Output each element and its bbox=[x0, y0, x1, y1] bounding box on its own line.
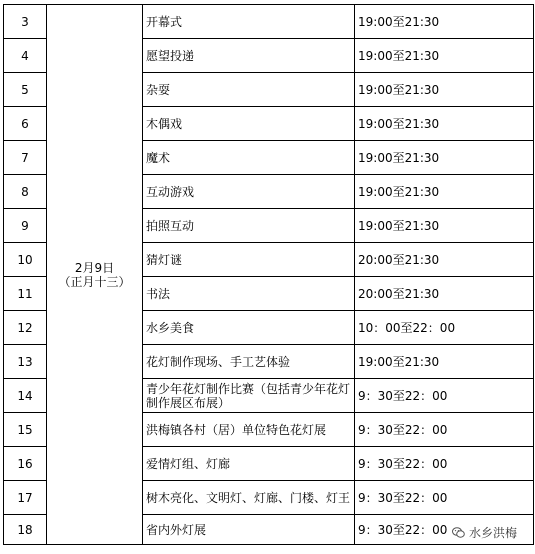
event-time: 20:00至21:30 bbox=[355, 243, 534, 277]
watermark-text: 水乡洪梅 bbox=[469, 526, 518, 540]
row-number: 15 bbox=[4, 413, 47, 447]
table-row bbox=[4, 5, 534, 39]
event-time: 10：00至22：00 bbox=[355, 311, 534, 345]
event-time: 9：30至22：00 bbox=[355, 379, 534, 413]
event-time: 19:00至21:30 bbox=[355, 209, 534, 243]
event-time: 9：30至22：00 bbox=[355, 515, 534, 545]
row-number: 12 bbox=[4, 311, 47, 345]
event-name: 愿望投递 bbox=[143, 39, 355, 73]
row-number: 6 bbox=[4, 107, 47, 141]
event-name: 杂耍 bbox=[143, 73, 355, 107]
schedule-table bbox=[3, 4, 534, 545]
row-number: 11 bbox=[4, 277, 47, 311]
event-name: 魔术 bbox=[143, 141, 355, 175]
event-time: 19:00至21:30 bbox=[355, 107, 534, 141]
date-text: 2月9日 bbox=[74, 260, 115, 275]
lunar-date-text: （正月十三） bbox=[58, 274, 131, 289]
row-number: 10 bbox=[4, 243, 47, 277]
row-number: 5 bbox=[4, 73, 47, 107]
event-time: 19:00至21:30 bbox=[355, 175, 534, 209]
wechat-icon bbox=[452, 526, 465, 539]
watermark bbox=[452, 524, 517, 541]
event-time: 19:00至21:30 bbox=[355, 5, 534, 39]
event-name: 拍照互动 bbox=[143, 209, 355, 243]
row-number: 3 bbox=[4, 5, 47, 39]
row-number: 9 bbox=[4, 209, 47, 243]
event-name: 猜灯谜 bbox=[143, 243, 355, 277]
event-time: 20:00至21:30 bbox=[355, 277, 534, 311]
event-time: 19:00至21:30 bbox=[355, 73, 534, 107]
event-name: 树木亮化、文明灯、灯廊、门楼、灯王 bbox=[143, 481, 355, 515]
event-time: 9：30至22：00 bbox=[355, 413, 534, 447]
date-cell bbox=[47, 5, 143, 545]
event-time: 19:00至21:30 bbox=[355, 345, 534, 379]
event-name: 省内外灯展 bbox=[143, 515, 355, 545]
event-time: 19:00至21:30 bbox=[355, 39, 534, 73]
row-number: 18 bbox=[4, 515, 47, 545]
row-number: 14 bbox=[4, 379, 47, 413]
event-name: 爱情灯组、灯廊 bbox=[143, 447, 355, 481]
event-name: 青少年花灯制作比赛（包括青少年花灯制作展区布展） bbox=[143, 379, 355, 413]
row-number: 4 bbox=[4, 39, 47, 73]
event-time: 19:00至21:30 bbox=[355, 141, 534, 175]
event-time: 9：30至22：00 bbox=[355, 481, 534, 515]
row-number: 7 bbox=[4, 141, 47, 175]
row-number: 13 bbox=[4, 345, 47, 379]
event-name: 水乡美食 bbox=[143, 311, 355, 345]
event-name: 洪梅镇各村（居）单位特色花灯展 bbox=[143, 413, 355, 447]
row-number: 16 bbox=[4, 447, 47, 481]
event-time: 9：30至22：00 bbox=[355, 447, 534, 481]
event-name: 花灯制作现场、手工艺体验 bbox=[143, 345, 355, 379]
event-name: 书法 bbox=[143, 277, 355, 311]
row-number: 17 bbox=[4, 481, 47, 515]
event-name: 开幕式 bbox=[143, 5, 355, 39]
row-number: 8 bbox=[4, 175, 47, 209]
event-name: 木偶戏 bbox=[143, 107, 355, 141]
event-name: 互动游戏 bbox=[143, 175, 355, 209]
